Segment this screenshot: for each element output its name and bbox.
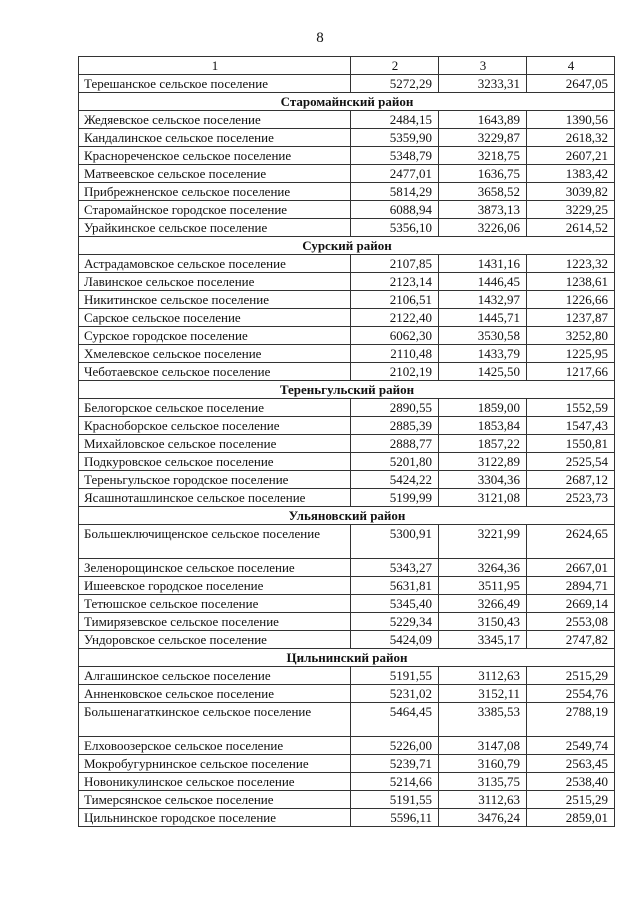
value-col-2: 5348,79 <box>351 147 439 165</box>
value-col-3: 3152,11 <box>439 685 527 703</box>
settlement-name: Зеленорощинское сельское поселение <box>79 559 351 577</box>
value-col-4: 2549,74 <box>527 737 615 755</box>
district-section-row <box>79 507 615 525</box>
value-col-3: 1643,89 <box>439 111 527 129</box>
table-row <box>79 703 615 737</box>
value-col-3: 3147,08 <box>439 737 527 755</box>
value-col-4: 1237,87 <box>527 309 615 327</box>
value-col-2: 2102,19 <box>351 363 439 381</box>
settlements-table <box>78 56 615 827</box>
table-row <box>79 755 615 773</box>
value-col-2: 5191,55 <box>351 667 439 685</box>
column-header: 2 <box>351 57 439 75</box>
value-col-2: 2110,48 <box>351 345 439 363</box>
table-row <box>79 273 615 291</box>
district-section-row <box>79 649 615 667</box>
settlement-name: Матвеевское сельское поселение <box>79 165 351 183</box>
value-col-4: 1390,56 <box>527 111 615 129</box>
district-name: Ульяновский район <box>79 507 615 525</box>
value-col-3: 1431,16 <box>439 255 527 273</box>
value-col-3: 1445,71 <box>439 309 527 327</box>
value-col-3: 1433,79 <box>439 345 527 363</box>
value-col-4: 2538,40 <box>527 773 615 791</box>
district-name: Сурский район <box>79 237 615 255</box>
table-header-row <box>79 57 615 75</box>
value-col-4: 1383,42 <box>527 165 615 183</box>
column-header: 1 <box>79 57 351 75</box>
value-col-2: 2885,39 <box>351 417 439 435</box>
value-col-4: 2553,08 <box>527 613 615 631</box>
value-col-2: 5359,90 <box>351 129 439 147</box>
settlement-name: Тетюшское сельское поселение <box>79 595 351 613</box>
table-row <box>79 363 615 381</box>
table-row <box>79 165 615 183</box>
table-row <box>79 809 615 827</box>
settlement-name: Красноборское сельское поселение <box>79 417 351 435</box>
table-row <box>79 327 615 345</box>
value-col-4: 2624,65 <box>527 525 615 559</box>
settlement-name: Михайловское сельское поселение <box>79 435 351 453</box>
value-col-2: 2484,15 <box>351 111 439 129</box>
settlement-name: Тимерсянское сельское поселение <box>79 791 351 809</box>
settlement-name: Хмелевское сельское поселение <box>79 345 351 363</box>
value-col-3: 1853,84 <box>439 417 527 435</box>
value-col-4: 3039,82 <box>527 183 615 201</box>
district-name: Цильнинский район <box>79 649 615 667</box>
value-col-4: 2525,54 <box>527 453 615 471</box>
value-col-3: 1432,97 <box>439 291 527 309</box>
value-col-4: 2515,29 <box>527 791 615 809</box>
value-col-2: 5596,11 <box>351 809 439 827</box>
table-row <box>79 791 615 809</box>
table-body <box>79 57 615 827</box>
value-col-2: 5231,02 <box>351 685 439 703</box>
value-col-2: 5229,34 <box>351 613 439 631</box>
settlement-name: Тимирязевское сельское поселение <box>79 613 351 631</box>
settlement-name: Белогорское сельское поселение <box>79 399 351 417</box>
table-row <box>79 129 615 147</box>
settlement-name: Тереньгульское городское поселение <box>79 471 351 489</box>
value-col-2: 5226,00 <box>351 737 439 755</box>
table-row <box>79 183 615 201</box>
table-row <box>79 75 615 93</box>
value-col-3: 3150,43 <box>439 613 527 631</box>
settlement-name: Мокробугурнинское сельское поселение <box>79 755 351 773</box>
table-row <box>79 111 615 129</box>
table-row <box>79 525 615 559</box>
value-col-3: 3530,58 <box>439 327 527 345</box>
value-col-3: 3385,53 <box>439 703 527 737</box>
value-col-3: 3873,13 <box>439 201 527 219</box>
value-col-3: 3218,75 <box>439 147 527 165</box>
table-row <box>79 147 615 165</box>
table-row <box>79 631 615 649</box>
settlement-name: Ишеевское городское поселение <box>79 577 351 595</box>
settlement-name: Лавинское сельское поселение <box>79 273 351 291</box>
value-col-4: 1226,66 <box>527 291 615 309</box>
district-section-row <box>79 381 615 399</box>
settlement-name: Никитинское сельское поселение <box>79 291 351 309</box>
value-col-3: 3135,75 <box>439 773 527 791</box>
table-row <box>79 471 615 489</box>
table-row <box>79 219 615 237</box>
table-row <box>79 291 615 309</box>
table-row <box>79 309 615 327</box>
table-row <box>79 667 615 685</box>
value-col-2: 2122,40 <box>351 309 439 327</box>
table-row <box>79 613 615 631</box>
value-col-3: 1859,00 <box>439 399 527 417</box>
value-col-4: 2563,45 <box>527 755 615 773</box>
value-col-2: 2888,77 <box>351 435 439 453</box>
district-name: Старомайнский район <box>79 93 615 111</box>
settlement-name: Алгашинское сельское поселение <box>79 667 351 685</box>
value-col-4: 1217,66 <box>527 363 615 381</box>
value-col-4: 2647,05 <box>527 75 615 93</box>
value-col-3: 1636,75 <box>439 165 527 183</box>
value-col-2: 5214,66 <box>351 773 439 791</box>
table-row <box>79 345 615 363</box>
table-row <box>79 577 615 595</box>
settlement-name: Астрадамовское сельское поселение <box>79 255 351 273</box>
value-col-3: 3264,36 <box>439 559 527 577</box>
district-section-row <box>79 93 615 111</box>
value-col-4: 1238,61 <box>527 273 615 291</box>
value-col-2: 2477,01 <box>351 165 439 183</box>
value-col-2: 5464,45 <box>351 703 439 737</box>
value-col-4: 2618,32 <box>527 129 615 147</box>
value-col-4: 2515,29 <box>527 667 615 685</box>
value-col-2: 2107,85 <box>351 255 439 273</box>
value-col-2: 5239,71 <box>351 755 439 773</box>
value-col-4: 2859,01 <box>527 809 615 827</box>
district-name: Тереньгульский район <box>79 381 615 399</box>
settlement-name: Урайкинское сельское поселение <box>79 219 351 237</box>
value-col-3: 3304,36 <box>439 471 527 489</box>
value-col-2: 5343,27 <box>351 559 439 577</box>
district-section-row <box>79 237 615 255</box>
table-row <box>79 255 615 273</box>
value-col-4: 2788,19 <box>527 703 615 737</box>
value-col-4: 2614,52 <box>527 219 615 237</box>
value-col-2: 6088,94 <box>351 201 439 219</box>
value-col-4: 2747,82 <box>527 631 615 649</box>
value-col-2: 2123,14 <box>351 273 439 291</box>
settlement-name: Большеключищенское сельское поселение <box>79 525 351 559</box>
column-header: 3 <box>439 57 527 75</box>
value-col-3: 3226,06 <box>439 219 527 237</box>
value-col-4: 3252,80 <box>527 327 615 345</box>
value-col-3: 3112,63 <box>439 791 527 809</box>
value-col-2: 5631,81 <box>351 577 439 595</box>
settlement-name: Сурское городское поселение <box>79 327 351 345</box>
value-col-3: 3160,79 <box>439 755 527 773</box>
value-col-3: 3121,08 <box>439 489 527 507</box>
value-col-4: 2894,71 <box>527 577 615 595</box>
table-row <box>79 559 615 577</box>
value-col-3: 3229,87 <box>439 129 527 147</box>
value-col-2: 5424,22 <box>351 471 439 489</box>
settlement-name: Чеботаевское сельское поселение <box>79 363 351 381</box>
settlement-name: Кандалинское сельское поселение <box>79 129 351 147</box>
value-col-2: 2106,51 <box>351 291 439 309</box>
settlement-name: Анненковское сельское поселение <box>79 685 351 703</box>
value-col-3: 3221,99 <box>439 525 527 559</box>
value-col-4: 1552,59 <box>527 399 615 417</box>
settlement-name: Терешанское сельское поселение <box>79 75 351 93</box>
value-col-3: 3112,63 <box>439 667 527 685</box>
settlement-name: Ундоровское сельское поселение <box>79 631 351 649</box>
value-col-4: 2669,14 <box>527 595 615 613</box>
value-col-3: 3266,49 <box>439 595 527 613</box>
table-row <box>79 201 615 219</box>
table-row <box>79 595 615 613</box>
value-col-2: 5356,10 <box>351 219 439 237</box>
table-row <box>79 737 615 755</box>
table-row <box>79 399 615 417</box>
table-row <box>79 453 615 471</box>
settlement-name: Большенагаткинское сельское поселение <box>79 703 351 737</box>
value-col-2: 5199,99 <box>351 489 439 507</box>
page-number: 8 <box>316 30 324 46</box>
value-col-2: 5272,29 <box>351 75 439 93</box>
settlement-name: Сарское сельское поселение <box>79 309 351 327</box>
settlement-name: Жедяевское сельское поселение <box>79 111 351 129</box>
settlement-name: Ясашноташлинское сельское поселение <box>79 489 351 507</box>
table-row <box>79 489 615 507</box>
settlement-name: Елховоозерское сельское поселение <box>79 737 351 755</box>
value-col-3: 1425,50 <box>439 363 527 381</box>
table-row <box>79 773 615 791</box>
value-col-3: 3658,52 <box>439 183 527 201</box>
table-row <box>79 685 615 703</box>
value-col-4: 1550,81 <box>527 435 615 453</box>
value-col-2: 2890,55 <box>351 399 439 417</box>
settlement-name: Старомайнское городское поселение <box>79 201 351 219</box>
settlement-name: Краснореченское сельское поселение <box>79 147 351 165</box>
settlement-name: Новоникулинское сельское поселение <box>79 773 351 791</box>
settlement-name: Цильнинское городское поселение <box>79 809 351 827</box>
table-row <box>79 435 615 453</box>
value-col-4: 1225,95 <box>527 345 615 363</box>
value-col-4: 2667,01 <box>527 559 615 577</box>
value-col-2: 5345,40 <box>351 595 439 613</box>
value-col-4: 1223,32 <box>527 255 615 273</box>
value-col-4: 1547,43 <box>527 417 615 435</box>
value-col-2: 6062,30 <box>351 327 439 345</box>
column-header: 4 <box>527 57 615 75</box>
value-col-2: 5300,91 <box>351 525 439 559</box>
value-col-3: 3122,89 <box>439 453 527 471</box>
value-col-3: 3476,24 <box>439 809 527 827</box>
table-row <box>79 417 615 435</box>
value-col-3: 1857,22 <box>439 435 527 453</box>
value-col-2: 5201,80 <box>351 453 439 471</box>
value-col-2: 5191,55 <box>351 791 439 809</box>
value-col-2: 5814,29 <box>351 183 439 201</box>
value-col-2: 5424,09 <box>351 631 439 649</box>
settlement-name: Прибрежненское сельское поселение <box>79 183 351 201</box>
value-col-4: 2523,73 <box>527 489 615 507</box>
value-col-4: 2687,12 <box>527 471 615 489</box>
value-col-4: 3229,25 <box>527 201 615 219</box>
value-col-4: 2607,21 <box>527 147 615 165</box>
value-col-3: 3233,31 <box>439 75 527 93</box>
settlement-name: Подкуровское сельское поселение <box>79 453 351 471</box>
value-col-3: 3345,17 <box>439 631 527 649</box>
value-col-3: 1446,45 <box>439 273 527 291</box>
value-col-4: 2554,76 <box>527 685 615 703</box>
value-col-3: 3511,95 <box>439 577 527 595</box>
